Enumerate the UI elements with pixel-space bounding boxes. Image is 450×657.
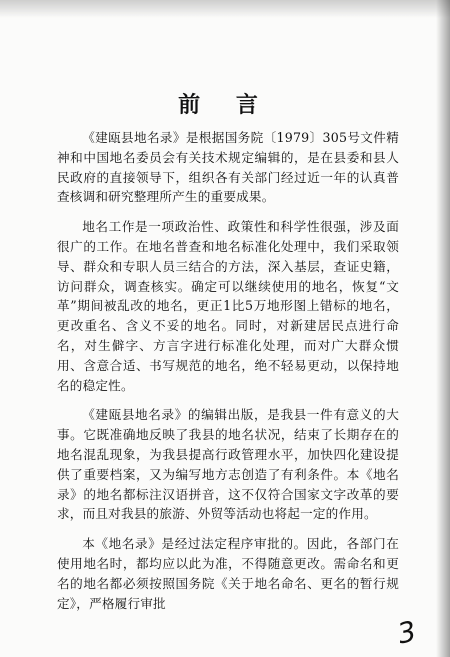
paragraph-1: 《建瓯县地名录》是根据国务院〔1979〕305号文件精神和中国地名委员会有关技术规定编辑的，是在县委和县人民政府的直接领导下，组织各有关部门经过近一年的认真普查核调和研究整理所产生的重要成果。: [57, 130, 399, 205]
page-title: 前 言: [178, 93, 272, 118]
body-text: [57, 128, 399, 613]
scan-shadow-top: [0, 0, 450, 18]
paragraph-4: 本《地名录》是经过法定程序审批的。因此，各部门在使用地名时，都均应以此为准，不得随意更改。需命名和更名的地名都必须按照国务院《关于地名命名、更名的暂行规定》，严格履行审批: [57, 536, 399, 611]
paragraph-3: 《建瓯县地名录》的编辑出版，是我县一件有意义的大事。它既准确地反映了我县的地名状况，结束了长期存在的地名混乱现象，为我县提高行政管理水平，加快四化建设提供了重要档案，又为编写地方志创造了有利条件。本《地名录》的地名都标注汉语拼音，这不仅符合国家文字改革的要求，而且对我县的旅游、外贸等活动也将起一定的作用。: [57, 407, 399, 522]
handwritten-page-number: 3: [394, 614, 420, 651]
paragraph-2: 地名工作是一项政治性、政策性和科学性很强，涉及面很广的工作。在地名普查和地名标准化处理中，我们采取领导、群众和专职人员三结合的方法，深入基层，查证史籍，访问群众，调查核实。确定可以继续使用的地名，恢复“文革”期间被乱改的地名，更正1比5万地形图上错标的地名，更改重名、含义不妥的地名。同时，对新建居民点进行命名，对生僻字、方言字进行标准化处理，而对广大群众惯用、含意合适、书写规范的地名，绝不轻易更动，以保持地名的稳定性。: [57, 219, 399, 393]
